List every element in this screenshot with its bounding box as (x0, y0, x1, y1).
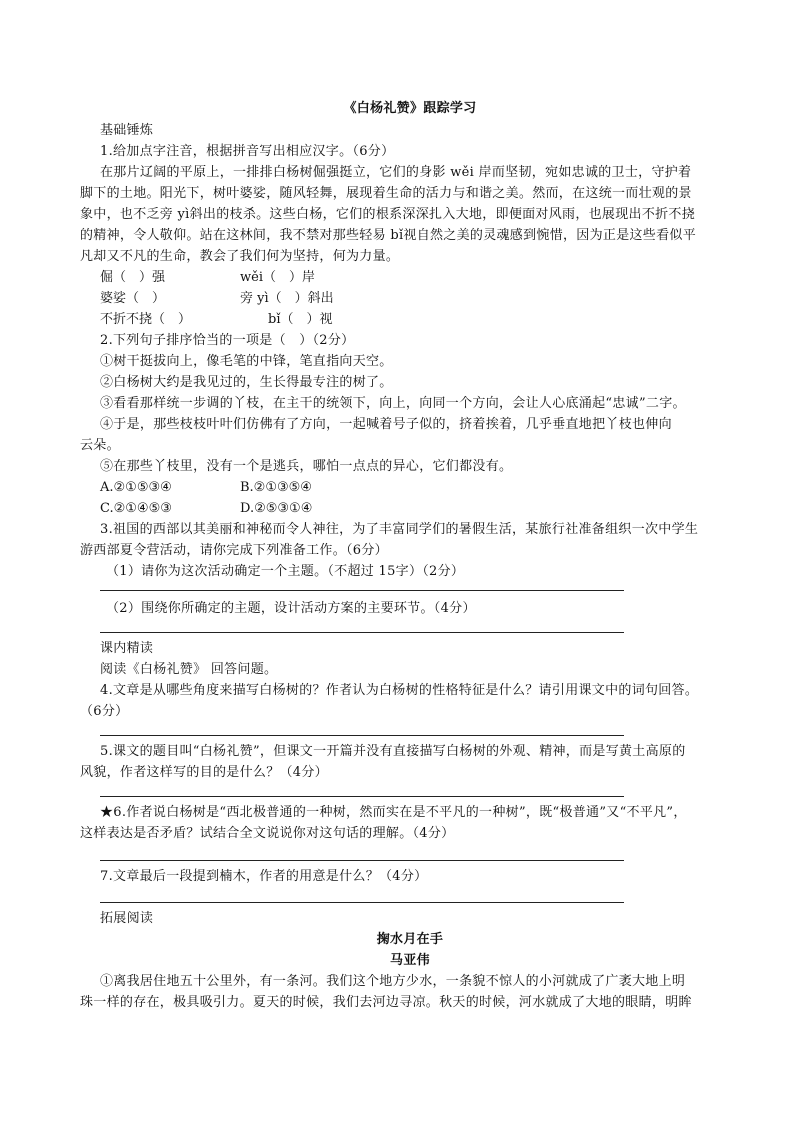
q1-item: 倔（ ）强 (100, 270, 166, 285)
q2-sentence: ④于是，那些枝枝叶叶们仿佛有了方向，一起喊着号子似的，挤着挨着，几乎垂直地把丫枝也伸向 (100, 417, 672, 432)
answer-line (100, 902, 624, 903)
q1-passage-line: 凡却又不凡的生命，教会了我们何为坚持，何为力量。 (80, 249, 400, 264)
article-paragraph-line: ①离我居住地五十公里外，有一条河。我们这个地方少水，一条貌不惊人的小河就成了广袤大地上明 (100, 974, 686, 989)
answer-line (100, 735, 624, 736)
q2-option-c: C.②①④⑤③ (100, 501, 172, 516)
question-4: （6分） (80, 704, 129, 719)
q2-option-b: B.②①③⑤④ (240, 480, 312, 495)
q1-item: 旁 yì（ ）斜出 (240, 291, 334, 306)
question-5: 风貌，作者这样写的目的是什么？（4分） (80, 765, 328, 780)
article-paragraph-line: 珠一样的存在，极具吸引力。夏天的时候，我们去河边寻凉。秋天的时候，河水就成了大地的眼睛，明眸 (80, 995, 692, 1010)
page-title: 《白杨礼赞》跟踪学习 (343, 101, 477, 116)
q1-item: wěi（ ）岸 (240, 270, 315, 285)
article-author: 马亚伟 (390, 953, 430, 968)
q2-option-d: D.②⑤③①④ (240, 501, 313, 516)
question-3-stem: 游西部夏令营活动，请你完成下列准备工作。（6分） (80, 543, 388, 558)
question-1-stem: 1.给加点字注音，根据拼音写出相应汉字。（6分） (100, 144, 395, 159)
q3-sub-1: （1）请你为这次活动确定一个主题。（不超过 15字）（2分） (106, 564, 465, 579)
q1-passage-line: 脚下的土地。阳光下，树叶婆娑，随风轻舞，展现着生命的活力与和谐之美。然而，在这统一而壮观的景 (80, 186, 692, 201)
q2-sentence: ②白杨树大约是我见过的，生长得最专注的树了。 (100, 375, 393, 390)
q3-sub-2: （2）围绕你所确定的主题，设计活动方案的主要环节。（4分） (106, 601, 476, 616)
question-7: 7.文章最后一段提到楠木，作者的用意是什么？（4分） (100, 869, 428, 884)
answer-line (100, 632, 624, 633)
question-4: 4.文章是从哪些角度来描写白杨树的？作者认为白杨树的性格特征是什么？请引用课文中的词句回答。 (100, 683, 699, 698)
question-6: ★6.作者说白杨树是“西北极普通的一种树，然而实在是不平凡的一种树”，既“极普通”又“不平凡”， (100, 805, 687, 820)
q1-item: 婆娑（ ） (100, 291, 166, 306)
answer-line (100, 590, 624, 591)
q2-sentence: ③看看那样统一步调的丫枝，在主干的统领下，向上，向同一个方向，会让人心底涌起“忠诚”二字。 (100, 396, 686, 411)
question-2-stem: 2.下列句子排序恰当的一项是（ ）（2分） (100, 333, 355, 348)
article-title: 掬水月在手 (376, 932, 444, 947)
q1-item: bǐ（ ）视 (268, 312, 333, 327)
section-heading-extended: 拓展阅读 (100, 911, 154, 926)
q1-passage-line: 在那片辽阔的平原上，一排排白杨树倔强挺立，它们的身影 wěi 岸而坚韧，宛如忠诚的卫士，守护着 (100, 165, 692, 180)
question-5: 5.课文的题目叫“白杨礼赞”，但课文一开篇并没有直接描写白杨树的外观、精神，而是写黄土高原的 (100, 744, 686, 759)
answer-line (100, 860, 624, 861)
q2-sentence: 云朵。 (80, 438, 120, 453)
q1-passage-line: 象中，也不乏旁 yì斜出的枝杀。这些白杨，它们的根系深深扎入大地，即便面对风雨，也展现出不折不挠 (80, 207, 696, 222)
reading-intro: 阅读《白杨礼赞》 回答问题。 (100, 662, 278, 677)
q2-sentence: ⑤在那些丫枝里，没有一个是逃兵，哪怕一点点的异心，它们都没有。 (100, 459, 513, 474)
section-heading-inclass: 课内精读 (100, 641, 154, 656)
question-6: 这样表达是否矛盾？试结合全文说说你对这句话的理解。（4分） (80, 826, 455, 841)
q2-option-a: A.②①⑤③④ (100, 480, 172, 495)
q1-item: 不折不挠（ ） (100, 312, 192, 327)
question-3-stem: 3.祖国的西部以其美丽和神秘而令人神往，为了丰富同学们的暑假生活，某旅行社准备组织一次中学生 (100, 522, 699, 537)
answer-line (100, 796, 624, 797)
q1-passage-line: 的精神，令人敬仰。站在这林间，我不禁对那些轻易 bǐ视自然之美的灵魂感到惋惜，因为正是这些看似平 (80, 228, 697, 243)
q2-sentence: ①树干挺拔向上，像毛笔的中锋，笔直指向天空。 (100, 354, 393, 369)
section-heading-basic: 基础锤炼 (100, 123, 154, 138)
